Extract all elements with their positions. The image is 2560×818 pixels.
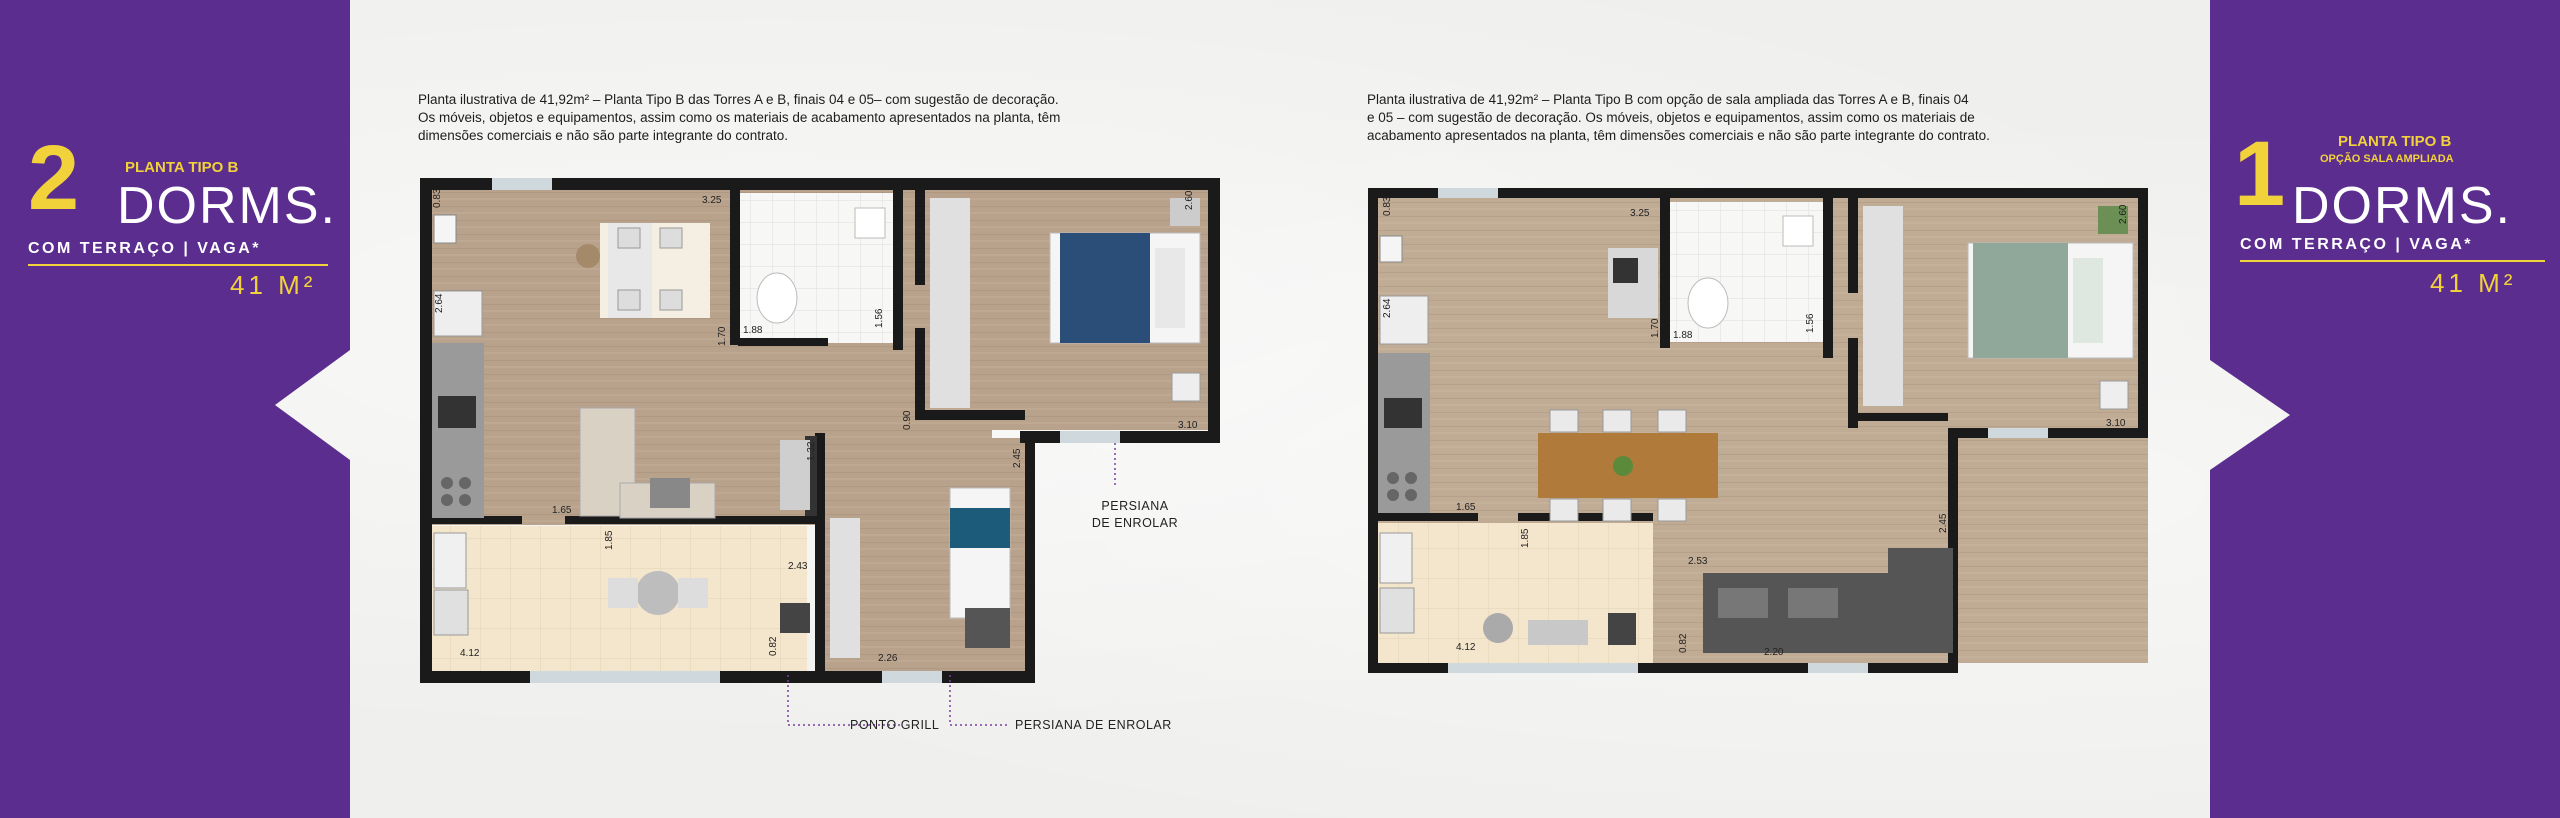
dim-label: 2.64 (1382, 298, 1393, 318)
dim-label: 2.64 (434, 293, 445, 313)
dim-label: 1.85 (604, 530, 615, 550)
dim-label: 2.45 (1012, 448, 1023, 468)
dim-label: 1.88 (1673, 330, 1693, 341)
dim-label: 1.70 (1650, 318, 1661, 338)
left-persiana-callout (1085, 498, 1185, 532)
left-features: COM TERRAÇO | VAGA* (28, 240, 262, 257)
dim-label: 4.12 (460, 648, 480, 659)
left-caption-line: dimensões comerciais e não são parte integrante do contrato. (418, 128, 788, 143)
right-floor-plan (1368, 188, 2168, 673)
left-bedroom-count: 2 (28, 127, 80, 229)
dim-label: 4.12 (1456, 642, 1476, 653)
dim-label: 1.88 (743, 325, 763, 336)
right-dorms-word: DORMS. (2292, 177, 2512, 235)
left-caption (418, 91, 1238, 145)
dim-label: 1.56 (874, 308, 885, 328)
left-caption-line: Planta ilustrativa de 41,92m² – Planta Tipo B das Torres A e B, finais 04 e 05– com sugestão de decoração. (418, 92, 1059, 107)
dim-label: 1.85 (1520, 528, 1531, 548)
dim-label: 3.10 (1178, 420, 1198, 431)
dim-label: 0.82 (768, 636, 779, 656)
dim-label: 3.25 (702, 195, 722, 206)
callout-line: DE ENROLAR (1091, 516, 1179, 530)
left-rule (28, 264, 328, 266)
left-tab-shape (0, 0, 350, 818)
right-caption-line: Planta ilustrativa de 41,92m² – Planta Tipo B com opção de sala ampliada das Torres A e B, finais 04 (1367, 92, 1969, 107)
left-plan-label: PLANTA TIPO B (125, 159, 239, 176)
dim-label: 0.82 (1678, 633, 1689, 653)
right-features: COM TERRAÇO | VAGA* (2240, 236, 2474, 253)
dim-label: 3.25 (1630, 208, 1650, 219)
dim-label: 3.10 (2106, 418, 2126, 429)
dim-label: 2.43 (788, 561, 808, 572)
left-callout-lines (780, 440, 1180, 740)
left-caption-line: Os móveis, objetos e equipamentos, assim como os materiais de acabamento apresentados na planta, têm (418, 110, 1061, 125)
left-persiana-bottom-callout: PERSIANA DE ENROLAR (1015, 718, 1172, 732)
dim-label: 1.70 (717, 326, 728, 346)
dim-label: 2.45 (1938, 513, 1949, 533)
right-area: 41 M² (2430, 268, 2517, 298)
dim-label: 0.83 (432, 188, 443, 208)
dim-label: 1.32 (806, 441, 817, 461)
right-caption (1367, 91, 2167, 145)
left-terrace-table (636, 571, 680, 615)
left-kitchen-counter (432, 343, 484, 518)
dim-label: 2.60 (1184, 190, 1195, 210)
left-tab (0, 0, 350, 818)
right-plan-label: PLANTA TIPO B (2338, 133, 2452, 150)
right-caption-line: e 05 – com sugestão de decoração. Os móveis, objetos e equipamentos, assim como os materiais de (1367, 110, 1975, 125)
dim-label: 1.65 (552, 505, 572, 516)
dim-label: 2.60 (2118, 204, 2129, 224)
dim-label: 2.26 (878, 653, 898, 664)
right-bedroom-count: 1 (2234, 123, 2286, 225)
dim-label: 1.65 (1456, 502, 1476, 513)
right-caption-line: acabamento apresentados na planta, têm dimensões comerciais e não são parte integrante do contrato. (1367, 128, 1990, 143)
callout-line: PERSIANA (1101, 499, 1169, 513)
ponto-grill-callout: PONTO GRILL (850, 718, 940, 732)
right-rule (2240, 260, 2545, 262)
dim-label: 0.83 (1382, 196, 1393, 216)
right-plan-sublabel: OPÇÃO SALA AMPLIADA (2320, 153, 2454, 165)
left-dorms-word: DORMS. (117, 177, 337, 235)
dim-label: 1.56 (1805, 313, 1816, 333)
dim-label: 0.90 (902, 410, 913, 430)
dim-label: 2.20 (1764, 647, 1784, 658)
right-kitchen-counter (1378, 353, 1430, 513)
left-area: 41 M² (230, 270, 317, 300)
right-tab (2210, 0, 2560, 818)
dim-label: 2.53 (1688, 556, 1708, 567)
